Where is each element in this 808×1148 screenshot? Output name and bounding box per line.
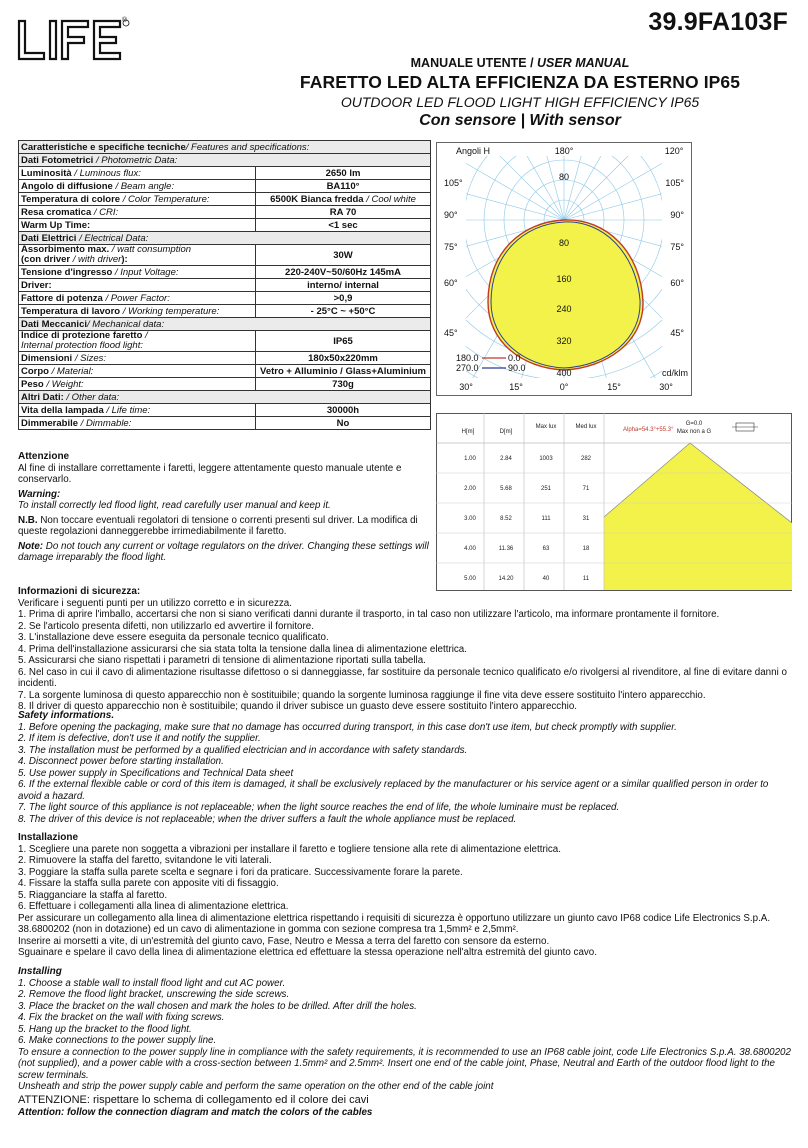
chart-label: 90°	[444, 210, 458, 220]
table-header: Max lux	[535, 424, 557, 430]
spec-row: Peso / Weight: 730g	[19, 378, 431, 391]
list-item: 3. L'installazione deve essere eseguita da personale tecnico qualificato.	[18, 632, 329, 643]
list-item: 5. Riagganciare la staffa al faretto.	[18, 889, 168, 901]
table-cell: 111	[541, 516, 551, 522]
table-cell: 14.20	[498, 576, 514, 582]
chart-label: 105°	[665, 178, 684, 188]
spec-value: <1 sec	[256, 219, 431, 232]
list-item: To ensure a connection to the power supply line in compliance with the safety requirements, it is recommended to use an IP68 cable joint, code Life Electronics S.p.A. 38.6800202 (not supplied), and a power cable with a cross-section between 1.5mm² and 2.5mm². Insert one end of the cable joint, Phase, Neutral and Earth of the outdoor flood light to the screw terminals.	[18, 1046, 791, 1081]
list-item: 6. Nel caso in cui il cavo di alimentazione risultasse difettoso o si danneggiasse, far sostituire da personale tecnico qualificato e/o rivolgersi al rivenditore, al fine di evitare danni o incidenti.	[18, 666, 787, 689]
table-cell: 282	[580, 456, 592, 462]
registered-mark: ®	[122, 17, 128, 24]
chart-label: 400	[556, 368, 572, 378]
list-item: 4. Prima dell'installazione assicurarsi che sia stata tolta la tensione dalla linea di alimentazione elettrica.	[18, 643, 467, 655]
list-item: 3. The installation must be performed by a qualified electrician and in accordance with safety standards.	[18, 744, 468, 756]
table-cell: 11	[582, 576, 590, 582]
list-item: 2. Rimuovere la staffa del faretto, svitandone le viti laterali.	[18, 855, 272, 866]
note-text: Note: Do not touch any current or voltage regulators on the driver. Changing these settings will damage irreparably the flood light.	[18, 540, 429, 563]
table-cell: 63	[542, 546, 550, 552]
manual-label: MANUALE UTENTE / USER MANUAL	[410, 56, 630, 70]
install-en-title: Installing	[18, 966, 62, 977]
spec-value: IP65	[256, 331, 431, 352]
table-cell: 40	[542, 576, 550, 582]
list-item: 7. La sorgente luminosa di questo apparecchio non è sostituibile; quando la sorgente luminosa raggiunge il fine vita deve essere sostituito l'intero apparecchio.	[18, 689, 706, 701]
spec-value: No	[256, 417, 431, 430]
spec-row: Dati Meccanici/ Mechanical data:	[19, 318, 431, 331]
spec-row: Caratteristiche e specifiche tecniche/ Features and specifications:	[19, 141, 431, 154]
list-item: 5. Use power supply in Specifications and Technical Data sheet	[18, 767, 294, 779]
chart-label: 0.0	[508, 353, 521, 363]
product-code: 39.9FA103F	[648, 8, 788, 36]
polar-chart	[436, 142, 692, 401]
install-it-title: Installazione	[18, 832, 79, 843]
sensor-label: Con sensore | With sensor	[419, 112, 621, 129]
chart-label: 90°	[670, 210, 684, 220]
spec-row: Resa cromatica / CRI: RA 70	[19, 206, 431, 219]
spec-value: RA 70	[256, 206, 431, 219]
list-item: 1. Scegliere una parete non soggetta a vibrazioni per installare il faretto e togliere tensione alla rete di alimentazione elettrica.	[18, 843, 561, 855]
chart-label: 90.0	[508, 363, 526, 373]
chart-label: 80	[558, 172, 570, 182]
table-cell: Max non a G	[676, 429, 712, 435]
list-item: 1. Choose a stable wall to install flood light and cut AC power.	[18, 977, 286, 989]
illuminance-chart	[436, 413, 792, 596]
list-item: 7. The light source of this appliance is not replaceable; when the light source reaches the end of life, the whole luminaire must be replaced.	[18, 802, 620, 813]
final-note-it: ATTENZIONE: rispettare lo schema di collegamento ed il colore dei cavi	[18, 1094, 369, 1106]
list-item: 5. Assicurarsi che siano rispettati i parametri di tensione di alimentazione riportati sulla tabella.	[18, 655, 426, 666]
spec-row: Temperatura di lavoro / Working temperature: - 25°C ~ +50°C	[19, 305, 431, 318]
table-cell: 18	[582, 546, 590, 552]
chart-label: 180.0	[456, 353, 479, 363]
chart-label: 75°	[444, 242, 458, 252]
list-item: 1. Prima di aprire l'imballo, accertarsi che non si siano verificati danni durante il trasporto, in tal caso non utilizzare l'articolo, ma informare prontamente il fornitore.	[18, 609, 720, 620]
chart-label: 160	[556, 274, 572, 284]
spec-row: Warm Up Time: <1 sec	[19, 219, 431, 232]
spec-table	[18, 140, 431, 430]
table-cell: 8.52	[500, 516, 512, 522]
table-cell: 4.00	[464, 546, 476, 552]
list-item: 1. Before opening the packaging, make sure that no damage has occurred during transport, in this case don't use item, but check promptly with supplier.	[18, 721, 677, 733]
table-cell: 5.68	[500, 486, 512, 492]
safety-it-title: Informazioni di sicurezza:	[18, 586, 141, 597]
table-cell: 2.00	[464, 486, 476, 492]
table-cell: 251	[540, 486, 552, 492]
chart-label: 180°	[554, 146, 574, 156]
spec-value: BA110°	[256, 180, 431, 193]
spec-row: Temperatura di colore / Color Temperature: 6500K Bianca fredda / Cool white	[19, 193, 431, 206]
spec-value: 180x50x220mm	[256, 352, 431, 365]
chart-label: 30°	[459, 382, 473, 392]
chart-label: 80	[558, 238, 570, 248]
spec-row: Altri Dati: / Other data:	[19, 391, 431, 404]
chart-label: 75°	[670, 242, 684, 252]
list-item: Sguainare e spelare il cavo della linea di alimentazione elettrica ed effettuare la stessa operazione nell'altra estremità del giunto cavo.	[18, 947, 597, 958]
list-item: 2. If item is defective, don't use it and notify the supplier.	[18, 733, 261, 744]
spec-value: >0,9	[256, 292, 431, 305]
list-item: Inserire ai morsetti a vite, di un'estremità del giunto cavo, Fase, Neutro e Messa a terra del faretto con sensore da esterno.	[18, 935, 550, 947]
spec-row: Angolo di diffusione / Beam angle: BA110°	[19, 180, 431, 193]
spec-row: Fattore di potenza / Power Factor: >0,9	[19, 292, 431, 305]
list-item: 4. Fix the bracket on the wall with fixing screws.	[18, 1012, 225, 1023]
safety-en-title: Safety informations.	[18, 710, 115, 721]
chart-label: 45°	[444, 328, 458, 338]
chart-label: 240	[556, 304, 572, 314]
chart-label: 120°	[664, 146, 684, 156]
table-cell: 1.00	[464, 456, 476, 462]
list-item: 2. Se l'articolo presenta difetti, non utilizzarlo ed avvertire il fornitore.	[18, 620, 314, 632]
final-note	[18, 1094, 793, 1119]
chart-label: 105°	[444, 178, 463, 188]
safety-it-section	[18, 586, 793, 713]
spec-row: Driver: interno/ internal	[19, 279, 431, 292]
spec-value: 30000h	[256, 404, 431, 417]
attention-text: Al fine di installare correttamente i faretti, leggere attentamente questo manuale utente e conservarlo.	[18, 462, 402, 485]
final-note-en: Attention: follow the connection diagram and match the colors of the cables	[18, 1106, 373, 1118]
list-item: 6. Make connections to the power supply line.	[18, 1035, 217, 1046]
table-cell: H[m]	[461, 429, 475, 435]
spec-value: 2650 lm	[256, 167, 431, 180]
chart-label: 45°	[670, 328, 684, 338]
list-item: 2. Remove the flood light bracket, unscrewing the side screws.	[18, 989, 290, 1000]
spec-value: 30W	[256, 245, 431, 266]
chart-label: 0°	[559, 382, 569, 392]
spec-row: Luminosità / Luminous flux: 2650 lm	[19, 167, 431, 180]
chart-label: Angoli H	[456, 146, 491, 156]
list-item: 4. Disconnect power before starting installation.	[18, 756, 224, 767]
attention-title: Attenzione	[18, 451, 70, 462]
chart-label: 320	[556, 336, 572, 346]
table-cell: 5.00	[464, 576, 476, 582]
spec-row: Corpo / Material: Vetro + Alluminio / Glass+Aluminium	[19, 365, 431, 378]
table-cell: D[m]	[499, 429, 513, 435]
chart-label: 60°	[670, 278, 684, 288]
chart-label: cd/klm	[661, 368, 688, 378]
attention-section	[18, 451, 438, 564]
list-item: 6. If the external flexible cable or cord of this item is damaged, it shall be exclusively replaced by the manufacturer or his service agent or a similar qualified person in order to avoid a hazard.	[18, 779, 769, 802]
table-cell: 2.84	[500, 456, 512, 462]
spec-value: 730g	[256, 378, 431, 391]
chart-label: 30°	[659, 382, 673, 392]
spec-row: Vita della lampada / Life time: 30000h	[19, 404, 431, 417]
safety-en-section	[18, 710, 793, 825]
spec-row: Dimmerabile / Dimmable: No	[19, 417, 431, 430]
list-item: 4. Fissare la staffa sulla parete con apposite viti di fissaggio.	[18, 878, 279, 889]
brand-logo	[16, 18, 132, 67]
list-item: 8. Il driver di questo apparecchio non è sostituibile; quando il driver subisce un guasto deve essere sostituito l'intero apparecchio.	[18, 701, 577, 712]
table-cell: 71	[582, 486, 590, 492]
table-cell: Alpha=54.3°+55.3°	[623, 427, 674, 433]
chart-label: 15°	[607, 382, 621, 392]
spec-row: Indice di protezione faretto / Internal protection flood light: IP65	[19, 331, 431, 352]
warning-text: To install correctly led flood light, read carefully user manual and keep it.	[18, 500, 331, 511]
page-subtitle: OUTDOOR LED FLOOD LIGHT HIGH EFFICIENCY IP65	[340, 94, 700, 110]
chart-label: 270.0	[456, 363, 479, 373]
spec-value: 220-240V~50/60Hz 145mA	[256, 266, 431, 279]
table-cell: G=0.0	[685, 421, 703, 427]
table-cell: 31	[582, 516, 590, 522]
spec-row: Dati Fotometrici / Photometric Data:	[19, 154, 431, 167]
spec-value: Vetro + Alluminio / Glass+Aluminium	[256, 365, 431, 378]
list-item: Unsheath and strip the power supply cable and perform the same operation on the other end of the cable joint	[18, 1081, 494, 1092]
table-cell: 11.36	[498, 546, 514, 552]
chart-label: 60°	[444, 278, 458, 288]
warning-title: Warning:	[18, 488, 61, 500]
install-it-section	[18, 832, 793, 959]
table-cell: 3.00	[464, 516, 476, 522]
chart-label: 15°	[509, 382, 523, 392]
page-title: FARETTO LED ALTA EFFICIENZA DA ESTERNO IP65	[299, 72, 741, 92]
spec-value: - 25°C ~ +50°C	[256, 305, 431, 318]
table-cell: 1003	[539, 456, 553, 462]
spec-row: Dimensioni / Sizes: 180x50x220mm	[19, 352, 431, 365]
list-item: 8. The driver of this device is not replaceable; when the driver suffers a fault the whole appliance must be replaced.	[18, 813, 517, 825]
list-item: Verificare i seguenti punti per un utilizzo corretto e in sicurezza.	[18, 597, 292, 609]
spec-row: Assorbimento max. / watt consumption (con driver / with driver): 30W	[19, 245, 431, 266]
spec-row: Tensione d'ingresso / Input Voltage: 220-240V~50/60Hz 145mA	[19, 266, 431, 279]
list-item: 6. Effettuare i collegamenti alla linea di alimentazione elettrica.	[18, 901, 289, 912]
install-en-section	[18, 966, 793, 1093]
spec-value: interno/ internal	[256, 279, 431, 292]
list-item: Per assicurare un collegamento alla linea di alimentazione elettrica rispettando i requisiti di sicurezza è opportuno utilizzare un giunto cavo IP68 codice Life Electronics S.p.A. 38.6800202 (non in dotazione) ed un cavo di alimentazione in gomma con sezione compresa tra 1,5mm² e 2,5mm².	[18, 912, 771, 935]
nb-text: N.B. Non toccare eventuali regolatori di tensione o correnti presenti sul driver. La modifica di queste regolazioni danneggerebbe irrimediabilmente il faretto.	[18, 514, 418, 537]
list-item: 3. Poggiare la staffa sulla parete scelta e segnare i fori da praticare. Successivamente forare la parete.	[18, 866, 463, 878]
spec-row: Dati Elettrici / Electrical Data:	[19, 232, 431, 245]
table-header: Med lux	[575, 424, 597, 430]
spec-value: 6500K Bianca fredda / Cool white	[256, 193, 431, 206]
list-item: 3. Place the bracket on the wall chosen and mark the holes to be drilled. After drill the holes.	[18, 1000, 417, 1012]
list-item: 5. Hang up the bracket to the flood light.	[18, 1023, 192, 1035]
